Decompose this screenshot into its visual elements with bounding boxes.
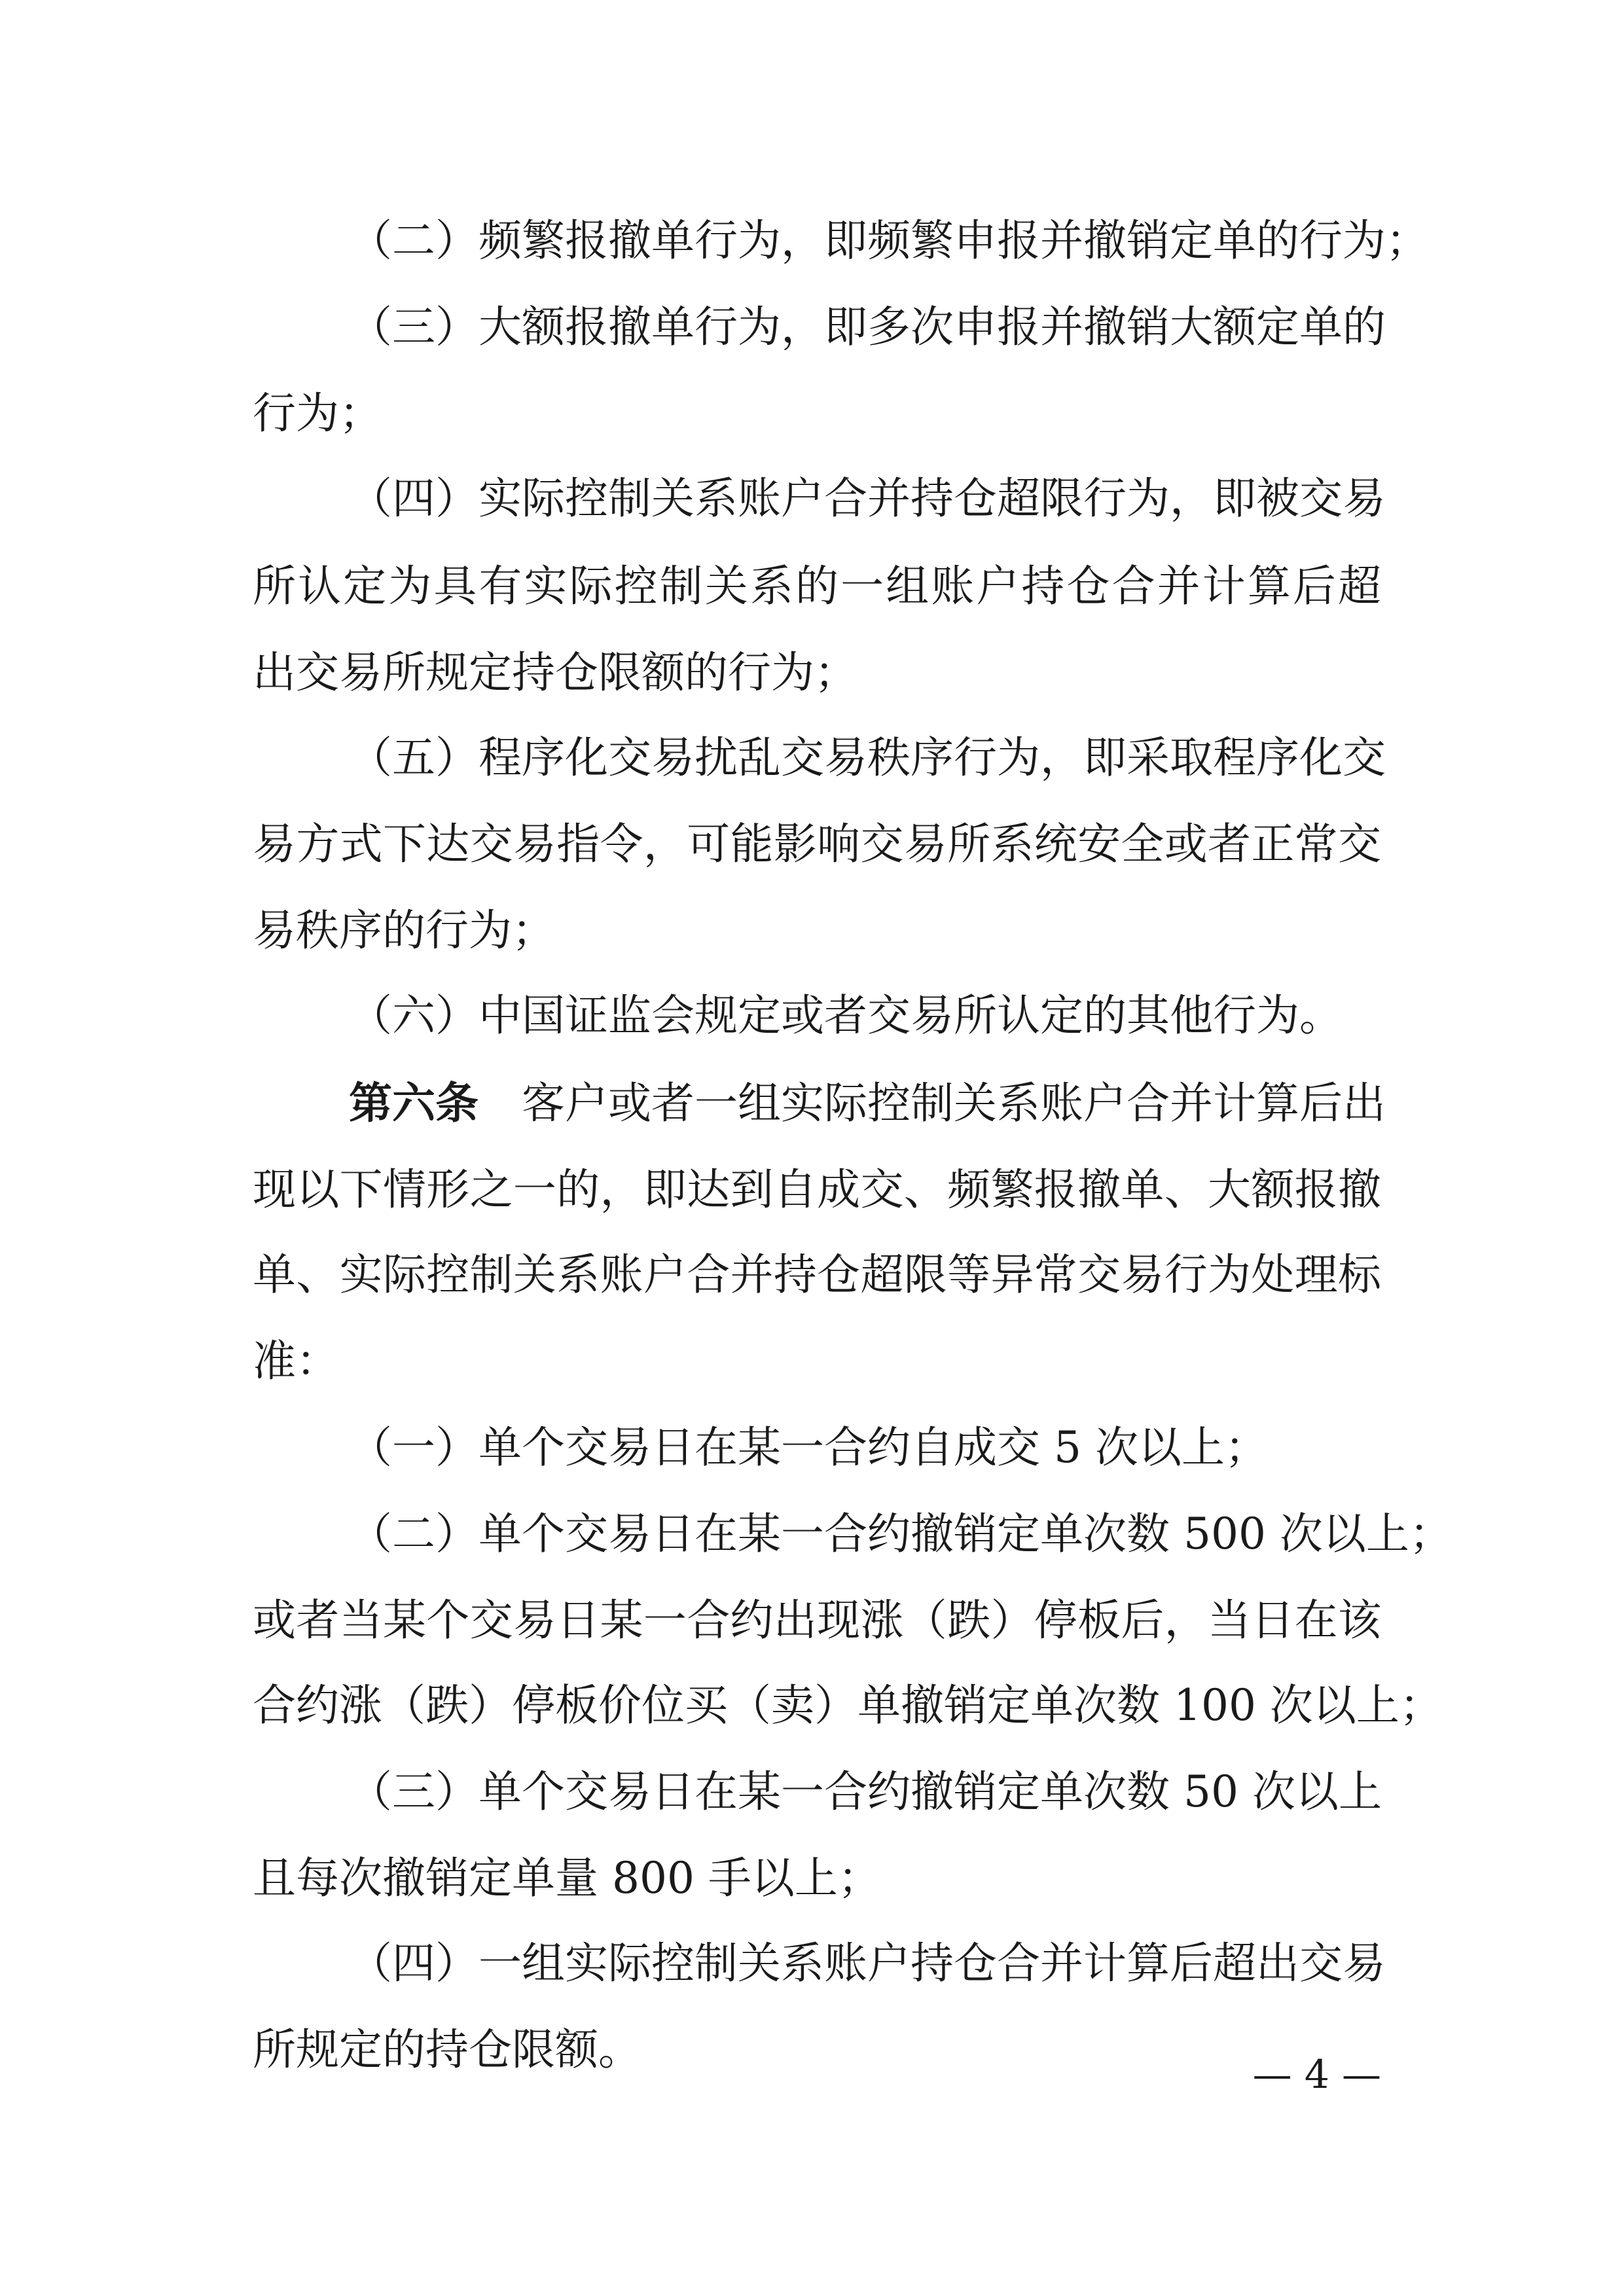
paragraph-line: （六）中国证监会规定或者交易所认定的其他行为。 [349, 990, 1343, 1041]
paragraph-line: 且每次撤销定单量 800 手以上； [253, 1853, 881, 1903]
paragraph-line: 单、实际控制关系账户合并持仓超限等异常交易行为处理标 [253, 1249, 1381, 1300]
paragraph-line: 合约涨（跌）停板价位买（卖）单撤销定单次数 100 次以上； [253, 1680, 1443, 1731]
paragraph-line: （二）单个交易日在某一合约撤销定单次数 500 次以上； [349, 1509, 1453, 1559]
paragraph-line: （四）一组实际控制关系账户持仓合并计算后超出交易 [349, 1938, 1386, 1988]
paragraph-line: 行为； [253, 388, 382, 439]
paragraph-line: 出交易所规定持仓限额的行为； [253, 647, 857, 698]
paragraph-line: （一）单个交易日在某一合约自成交 5 次以上； [349, 1422, 1268, 1473]
paragraph-line: 易方式下达交易指令，可能影响交易所系统安全或者正常交 [253, 819, 1381, 869]
article-line [349, 1071, 1386, 1136]
paragraph-line: 所规定的持仓限额。 [253, 2024, 641, 2075]
paragraph-line: 准： [253, 1336, 339, 1386]
paragraph-line: 所认定为具有实际控制关系的一组账户持仓合并计算后超 [253, 561, 1381, 611]
paragraph-line: 现以下情形之一的，即达到自成交、频繁报撤单、大额报撤 [253, 1164, 1381, 1215]
paragraph-line: 易秩序的行为； [253, 905, 555, 956]
paragraph-line: （四）实际控制关系账户合并持仓超限行为，即被交易 [349, 473, 1386, 524]
article-heading: 第六条 [349, 1078, 478, 1128]
article-text: 客户或者一组实际控制关系账户合并计算后出 [522, 1078, 1386, 1128]
paragraph-line: （五）程序化交易扰乱交易秩序行为，即采取程序化交 [349, 732, 1386, 783]
paragraph-line: （二）频繁报撤单行为，即频繁申报并撤销定单的行为； [349, 215, 1429, 266]
page-number: — 4 — [1252, 2052, 1381, 2098]
paragraph-line: （三）单个交易日在某一合约撤销定单次数 50 次以上 [349, 1767, 1382, 1817]
paragraph-line: 或者当某个交易日某一合约出现涨（跌）停板后，当日在该 [253, 1595, 1381, 1645]
paragraph-line: （三）大额报撤单行为，即多次申报并撤销大额定单的 [349, 302, 1386, 352]
